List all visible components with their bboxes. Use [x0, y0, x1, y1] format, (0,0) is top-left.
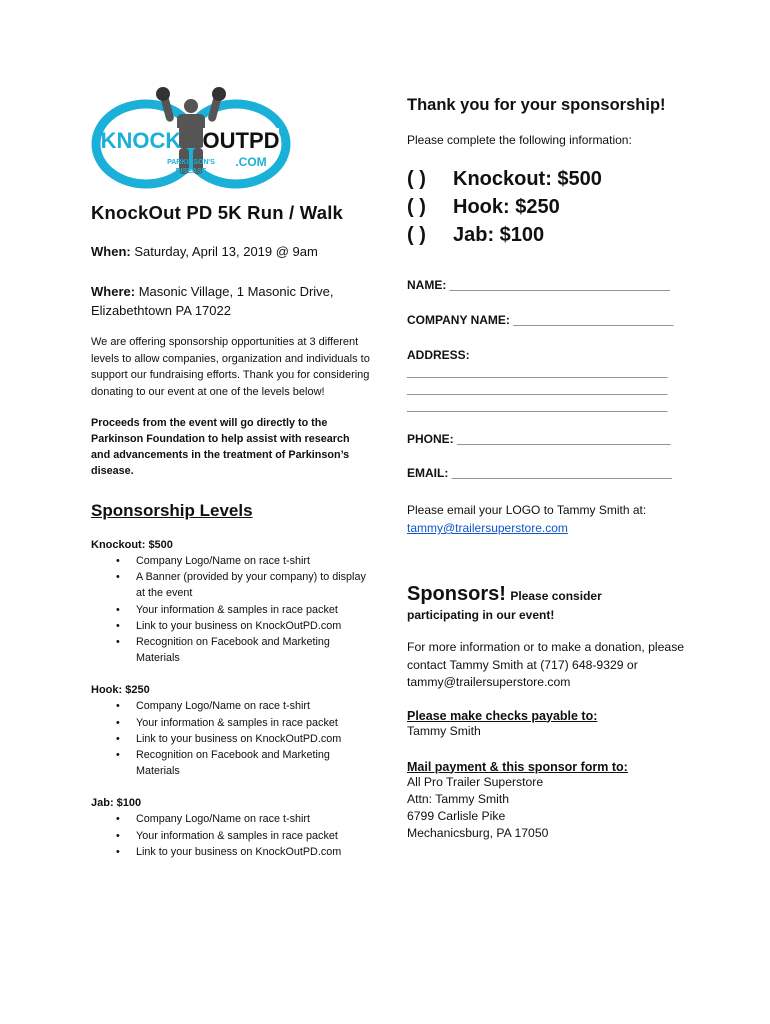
level-title: Knockout: $500 [91, 539, 173, 551]
option-jab[interactable] [407, 221, 707, 249]
level-knockout [91, 539, 371, 666]
logo-note-text: Please email your LOGO to Tammy Smith at: [407, 503, 647, 517]
benefit-item: • Company Logo/Name on race t-shirt [91, 811, 371, 827]
benefit-item: • Link to your business on KnockOutPD.com [91, 844, 371, 860]
level-hook [91, 684, 371, 779]
benefit-item: • Company Logo/Name on race t-shirt [91, 553, 371, 569]
address-line-2[interactable]: _______________________________________ [407, 382, 668, 396]
email-field[interactable]: EMAIL: _________________________________ [407, 466, 672, 480]
benefit-item: • Recognition on Facebook and Marketing Materials [91, 747, 371, 779]
proceeds-paragraph: Proceeds from the event will go directly to the Parkinson Foundation to help assist with research and advancements in the treatment of Parkinson’s disease. [91, 417, 350, 477]
option-checkbox[interactable]: ( ) [407, 168, 426, 190]
logo-word-right: OUTPD [202, 128, 280, 153]
event-title: KnockOut PD 5K Run / Walk [91, 202, 344, 223]
address-line-3[interactable]: _______________________________________ [407, 399, 668, 413]
company-name-field[interactable]: COMPANY NAME: ________________________ [407, 313, 674, 327]
logo-subtext-1: PARKINSON'S [167, 159, 215, 166]
option-label: Hook: $250 [453, 196, 560, 218]
level-jab [91, 797, 371, 860]
mail-address-line: All Pro Trailer Superstore [407, 774, 544, 789]
sponsors-heading [407, 583, 707, 606]
option-label: Knockout: $500 [453, 168, 602, 190]
logo-email-note [407, 501, 707, 537]
checks-payee: Tammy Smith [407, 723, 481, 738]
event-when [91, 242, 371, 261]
thank-you-heading: Thank you for your sponsorship! [407, 96, 666, 114]
address-field[interactable] [407, 347, 707, 415]
benefit-item: • Recognition on Facebook and Marketing Materials [91, 634, 371, 666]
knockoutpd-logo [91, 86, 291, 196]
address-line-1[interactable]: _______________________________________ [407, 365, 668, 379]
benefit-item: • Your information & samples in race packet [91, 602, 371, 618]
option-knockout[interactable] [407, 165, 707, 193]
option-hook[interactable] [407, 193, 707, 221]
sponsors-title: Sponsors! [407, 583, 506, 605]
benefit-item: • Link to your business on KnockOutPD.com [91, 618, 371, 634]
intro-paragraph: We are offering sponsorship opportunities at 3 different levels to allow companies, organization and individuals to support our fundraising efforts. Thank you for considering donating to our event at one of the levels below! [91, 336, 370, 398]
logo-email-link[interactable]: tammy@trailersuperstore.com [407, 521, 568, 535]
logo-subtext-2: DISEASE [175, 168, 207, 175]
benefit-list [91, 811, 371, 860]
checks-heading: Please make checks payable to: [407, 708, 598, 723]
when-label: When: [91, 244, 131, 259]
benefit-item: • Link to your business on KnockOutPD.com [91, 731, 371, 747]
benefit-list [91, 698, 371, 779]
right-column [407, 96, 707, 842]
when-value: Saturday, April 13, 2019 @ 9am [134, 244, 318, 259]
sponsors-subtitle: Please consider [510, 589, 602, 603]
complete-instructions: Please complete the following information: [407, 133, 632, 147]
level-title: Jab: $100 [91, 797, 142, 810]
benefit-item: • Your information & samples in race packet [91, 828, 371, 844]
mail-address-line: Mechanicsburg, PA 17050 [407, 825, 549, 840]
name-field[interactable]: NAME: _________________________________ [407, 278, 670, 292]
benefit-item: • Company Logo/Name on race t-shirt [91, 698, 371, 714]
mail-address-line: 6799 Carlisle Pike [407, 808, 506, 823]
option-label: Jab: $100 [453, 224, 545, 246]
option-checkbox[interactable]: ( ) [407, 196, 426, 218]
benefit-item: • A Banner (provided by your company) to display at the event [91, 569, 371, 601]
logo-word-left: KNOCK [100, 128, 182, 153]
more-info-paragraph: For more information or to make a donation, please contact Tammy Smith at (717) 648-9329 or tammy@trailersuperstore.com [407, 640, 685, 689]
mail-address-line: Attn: Tammy Smith [407, 791, 510, 806]
benefit-list [91, 553, 371, 666]
participating-text: participating in our event! [407, 608, 555, 622]
option-checkbox[interactable]: ( ) [407, 224, 426, 246]
where-value: Masonic Village, 1 Masonic Drive, Elizabethtown PA 17022 [91, 284, 334, 318]
where-label: Where: [91, 284, 136, 299]
benefit-item: • Your information & samples in race packet [91, 715, 371, 731]
level-title: Hook: $250 [91, 684, 150, 697]
sponsorship-levels-heading: Sponsorship Levels [91, 501, 253, 520]
phone-field[interactable]: PHONE: ________________________________ [407, 432, 671, 446]
event-where [91, 282, 371, 320]
address-label: ADDRESS: [407, 348, 470, 362]
logo-domain: .COM [235, 155, 267, 169]
mail-heading: Mail payment & this sponsor form to: [407, 759, 628, 774]
left-column [91, 86, 371, 860]
level-options [407, 165, 707, 249]
